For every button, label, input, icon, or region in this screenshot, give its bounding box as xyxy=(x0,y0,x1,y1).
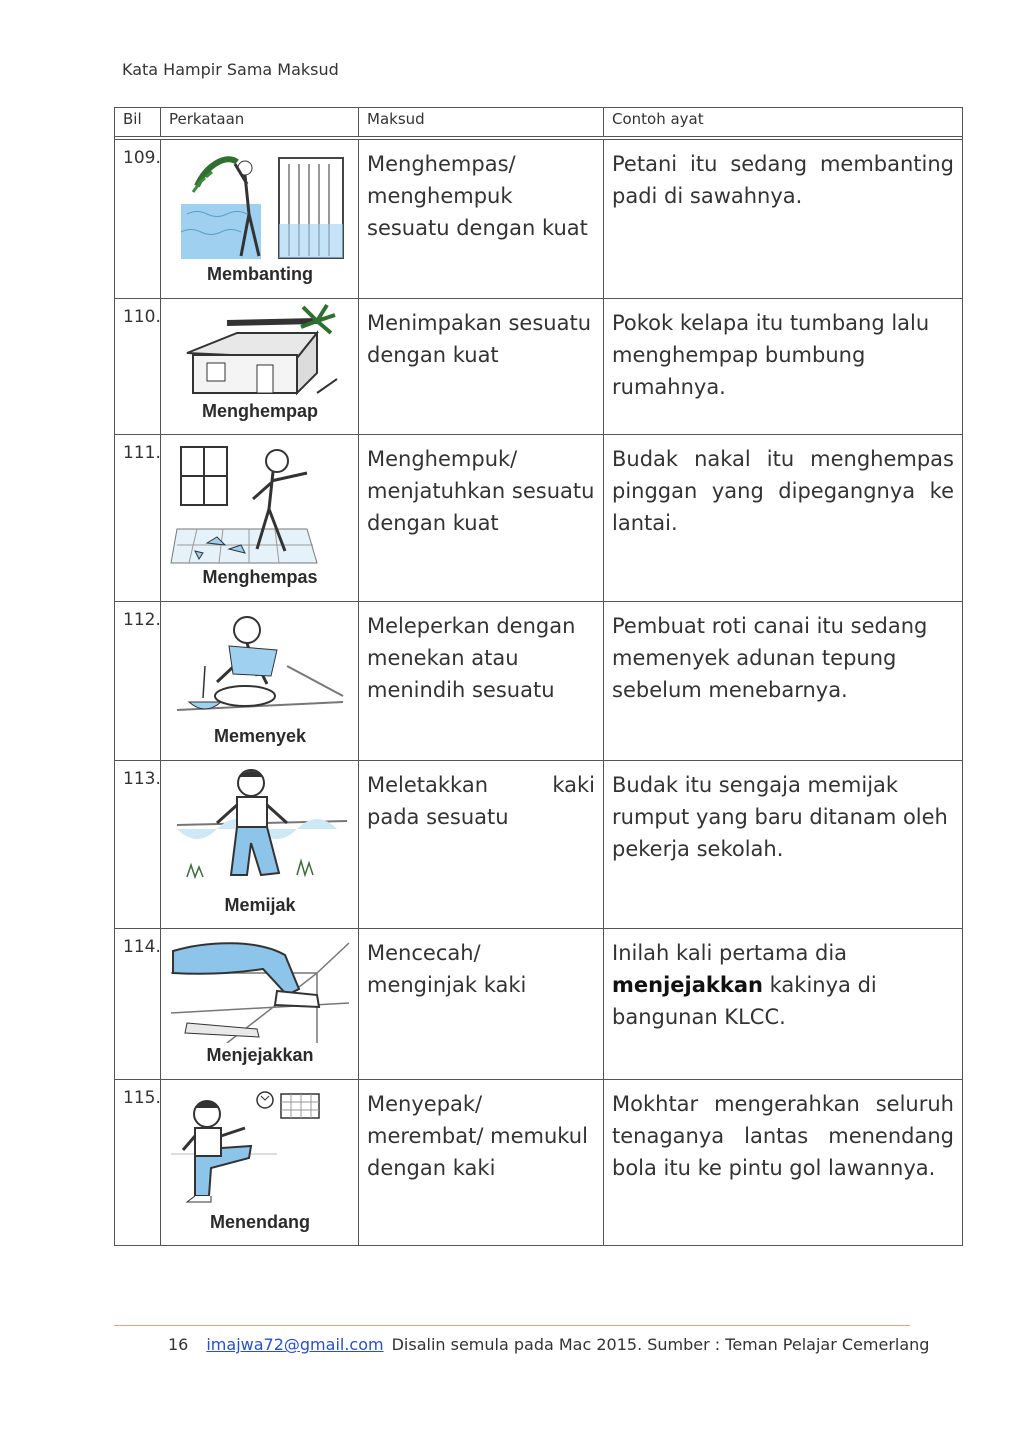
row-number: 112. xyxy=(115,602,161,761)
page-number: 16 xyxy=(168,1335,189,1354)
contoh-cell xyxy=(604,929,963,1080)
footer-divider xyxy=(114,1325,910,1326)
falling-tree-on-house-illustration-icon xyxy=(167,303,353,399)
contoh-text-after: kakinya di bangunan KLCC. xyxy=(612,973,877,1029)
word-caption: Menghempas xyxy=(202,567,318,587)
boy-kicking-ball-illustration-icon xyxy=(167,1084,353,1210)
contoh-cell: Mokhtar mengerahkan seluruh tenaganya lantas menendang bola itu ke pintu gol lawannya. xyxy=(604,1080,963,1246)
table-row xyxy=(115,140,963,299)
foot-stepping-illustration-icon xyxy=(167,933,353,1043)
table-row xyxy=(115,602,963,761)
row-number: 111. xyxy=(115,435,161,602)
word-caption: Menjejakkan xyxy=(206,1045,314,1065)
maksud-cell: Menimpakan sesuatu dengan kuat xyxy=(359,299,604,435)
table-header-row xyxy=(115,108,963,137)
contoh-cell: Pokok kelapa itu tumbang lalu menghempap bumbung rumahnya. xyxy=(604,299,963,435)
word-cell xyxy=(161,140,359,299)
table-row xyxy=(115,929,963,1080)
vocabulary-table xyxy=(114,107,963,1246)
row-number: 115. xyxy=(115,1080,161,1246)
column-header-perkataan: Perkataan xyxy=(161,108,359,137)
threshing-rice-illustration-icon xyxy=(167,144,353,262)
table-row xyxy=(115,761,963,929)
table-row xyxy=(115,1080,963,1246)
row-number: 110. xyxy=(115,299,161,435)
vocabulary-table-container xyxy=(114,107,962,1246)
boy-smashing-plate-illustration-icon xyxy=(167,439,353,565)
kneading-dough-illustration-icon xyxy=(167,606,353,724)
word-caption: Menghempap xyxy=(201,401,318,421)
row-number: 113. xyxy=(115,761,161,929)
row-number: 109. xyxy=(115,140,161,299)
contoh-cell: Budak itu sengaja memijak rumput yang baru ditanam oleh pekerja sekolah. xyxy=(604,761,963,929)
word-cell xyxy=(161,929,359,1080)
contoh-cell: Pembuat roti canai itu sedang memenyek adunan tepung sebelum menebarnya. xyxy=(604,602,963,761)
word-cell xyxy=(161,761,359,929)
word-cell xyxy=(161,299,359,435)
table-row xyxy=(115,299,963,435)
maksud-cell: Menyepak/ merembat/ memukul dengan kaki xyxy=(359,1080,604,1246)
footer-source-note: Disalin semula pada Mac 2015. Sumber : Teman Pelajar Cemerlang xyxy=(391,1335,930,1354)
column-header-maksud: Maksud xyxy=(359,108,604,137)
column-header-contoh-ayat: Contoh ayat xyxy=(604,108,963,137)
maksud-cell: Mencecah/ menginjak kaki xyxy=(359,929,604,1080)
word-caption: Memenyek xyxy=(213,726,307,746)
word-cell xyxy=(161,435,359,602)
contoh-text-before: Inilah kali pertama dia xyxy=(612,941,848,965)
word-cell xyxy=(161,1080,359,1246)
word-caption: Menendang xyxy=(209,1212,310,1232)
row-number: 114. xyxy=(115,929,161,1080)
boy-stepping-on-grass-illustration-icon xyxy=(167,765,353,893)
page-footer xyxy=(168,1335,929,1354)
contoh-cell: Budak nakal itu menghempas pinggan yang dipegangnya ke lantai. xyxy=(604,435,963,602)
word-caption: Membanting xyxy=(207,264,313,284)
maksud-cell: Menghempas/ menghempuk sesuatu dengan kuat xyxy=(359,140,604,299)
document-title: Kata Hampir Sama Maksud xyxy=(122,60,339,79)
column-header-bil: Bil xyxy=(115,108,161,137)
maksud-cell: Meleperkan dengan menekan atau menindih sesuatu xyxy=(359,602,604,761)
contoh-highlight-word: menjejakkan xyxy=(612,973,763,997)
maksud-cell: Meletakkan kaki pada sesuatu xyxy=(359,761,604,929)
word-caption: Memijak xyxy=(224,895,296,915)
table-row xyxy=(115,435,963,602)
word-cell xyxy=(161,602,359,761)
maksud-cell: Menghempuk/ menjatuhkan sesuatu dengan kuat xyxy=(359,435,604,602)
footer-email-link[interactable]: imajwa72@gmail.com xyxy=(206,1335,384,1354)
contoh-cell: Petani itu sedang membanting padi di sawahnya. xyxy=(604,140,963,299)
